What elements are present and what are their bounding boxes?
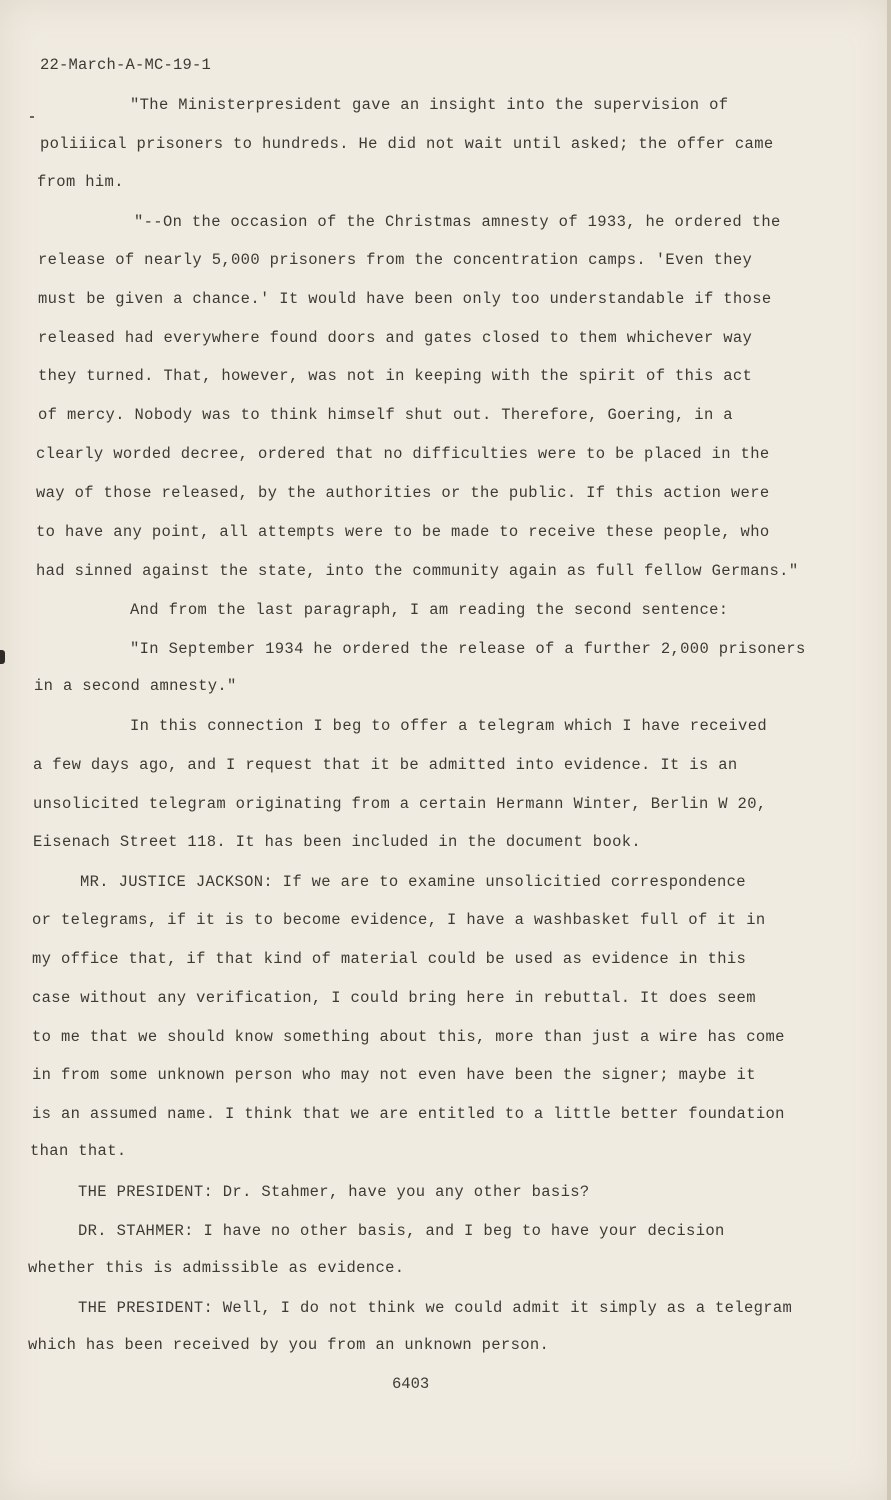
text-line-20: Eisenach Street 118. It has been included in the document book. [33, 833, 642, 851]
text-line-5: release of nearly 5,000 prisoners from the concentration camps. 'Even they [38, 251, 753, 269]
text-line-29: THE PRESIDENT: Dr. Stahmer, have you any other basis? [78, 1183, 590, 1201]
page-number: 6403 [392, 1375, 430, 1393]
document-reference: 22-March-A-MC-19-1 [40, 56, 212, 74]
text-line-8: they turned. That, however, was not in keeping with the spirit of this act [38, 367, 753, 385]
text-line-33: which has been received by you from an unknown person. [28, 1336, 550, 1354]
text-line-6: must be given a chance.' It would have been only too understandable if those [38, 290, 772, 308]
text-line-3: from him. [37, 173, 124, 191]
text-line-19: unsolicited telegram originating from a certain Hermann Winter, Berlin W 20, [33, 795, 767, 813]
text-line-14: And from the last paragraph, I am reading the second sentence: [130, 601, 729, 619]
text-line-23: my office that, if that kind of material could be used as evidence in this [32, 950, 747, 968]
text-line-30: DR. STAHMER: I have no other basis, and I beg to have your decision [78, 1222, 725, 1240]
text-line-13: had sinned against the state, into the community again as full fellow Germans." [36, 562, 799, 580]
text-line-24: case without any verification, I could bring here in rebuttal. It does seem [32, 989, 756, 1007]
text-line-27: is an assumed name. I think that we are entitled to a little better foundation [32, 1105, 785, 1123]
text-line-22: or telegrams, if it is to become evidence, I have a washbasket full of it in [32, 911, 766, 929]
text-line-26: in from some unknown person who may not even have been the signer; maybe it [32, 1066, 756, 1084]
text-line-12: to have any point, all attempts were to be made to receive these people, who [36, 523, 770, 541]
text-line-10: clearly worded decree, ordered that no difficulties were to be placed in the [36, 445, 770, 463]
binding-mark [0, 650, 5, 664]
text-line-17: In this connection I beg to offer a telegram which I have received [130, 717, 767, 735]
text-line-7: released had everywhere found doors and gates closed to them whichever way [38, 329, 753, 347]
text-line-2: poliiical prisoners to hundreds. He did not wait until asked; the offer came [40, 135, 774, 153]
text-line-25: to me that we should know something about this, more than just a wire has come [32, 1028, 785, 1046]
margin-mark [30, 116, 34, 118]
text-line-15: "In September 1934 he ordered the release of a further 2,000 prisoners [130, 640, 806, 658]
text-line-16: in a second amnesty." [34, 677, 237, 695]
text-line-1: "The Ministerpresident gave an insight into the supervision of [130, 96, 729, 114]
text-line-28: than that. [30, 1142, 127, 1160]
page-edge [887, 0, 891, 1500]
text-line-18: a few days ago, and I request that it be admitted into evidence. It is an [33, 756, 738, 774]
text-line-9: of mercy. Nobody was to think himself shut out. Therefore, Goering, in a [38, 406, 733, 424]
text-line-11: way of those released, by the authorities or the public. If this action were [36, 484, 770, 502]
text-line-21: MR. JUSTICE JACKSON: If we are to examine unsolicitied correspondence [80, 873, 746, 891]
text-line-32: THE PRESIDENT: Well, I do not think we could admit it simply as a telegram [78, 1299, 793, 1317]
text-line-31: whether this is admissible as evidence. [28, 1259, 405, 1277]
text-line-4: "--On the occasion of the Christmas amnesty of 1933, he ordered the [134, 213, 781, 231]
